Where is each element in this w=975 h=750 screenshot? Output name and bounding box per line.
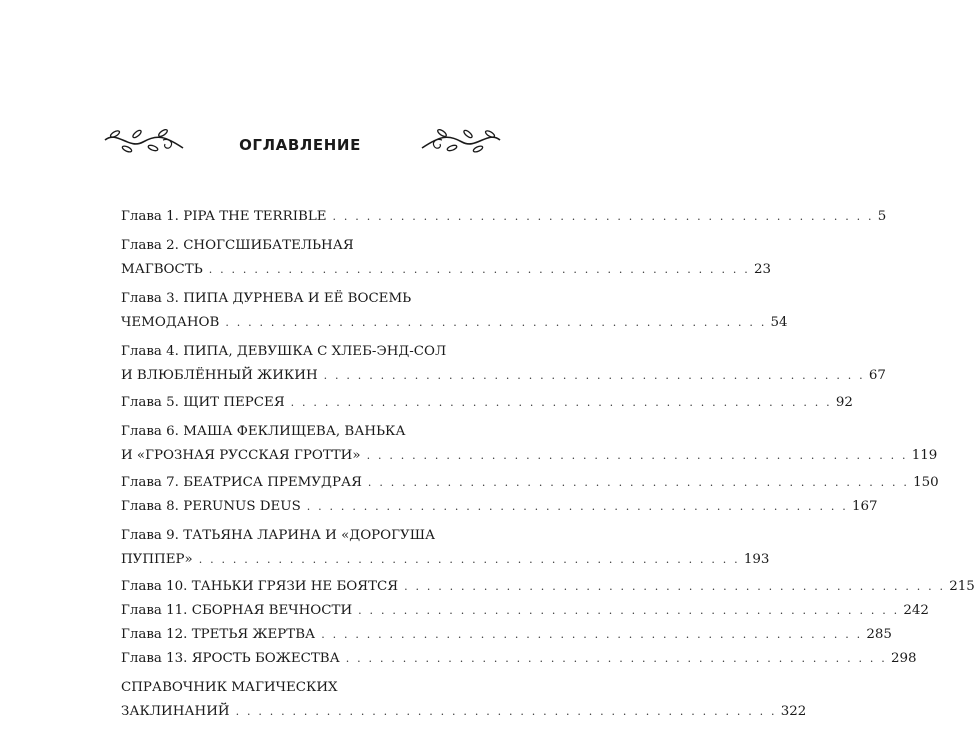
chapter-title: PIPA THE TERRIBLE [183, 209, 327, 224]
toc-entry[interactable] [121, 287, 788, 335]
toc-entry[interactable] [121, 676, 807, 724]
page-number: 298 [890, 651, 917, 666]
dot-leader: . . . . . . . . . . . . . . . . . . . . . . . . . . . . . . . . . . . . . . . . . . . . . . . . [345, 652, 887, 665]
chapter-title-continued: И «ГРОЗНАЯ РУССКАЯ ГРОТТИ» [121, 448, 361, 463]
chapter-label: Глава 4. [121, 344, 179, 359]
page-number: 150 [913, 475, 939, 490]
toc-entry[interactable] [121, 623, 892, 647]
chapter-title: БЕАТРИСА ПРЕМУДРАЯ [183, 475, 362, 490]
page-number: 167 [851, 499, 878, 514]
chapter-label: Глава 3. [121, 291, 179, 306]
page-number: 285 [866, 627, 892, 642]
chapter-label: Глава 13. [121, 651, 188, 666]
chapter-label: Глава 9. [121, 528, 179, 543]
chapter-label: Глава 6. [121, 424, 179, 439]
appendix-title-continued: ЗАКЛИНАНИЙ [121, 704, 230, 719]
chapter-title-continued: ЧЕМОДАНОВ [121, 315, 220, 330]
page-number: 119 [911, 448, 938, 463]
chapter-title-continued: И ВЛЮБЛЁННЫЙ ЖИКИН [121, 368, 318, 383]
toc-entry[interactable] [121, 340, 886, 388]
chapter-title: ТРЕТЬЯ ЖЕРТВА [191, 627, 316, 642]
toc-entry[interactable] [121, 234, 771, 282]
table-of-contents [121, 205, 975, 727]
dot-leader: . . . . . . . . . . . . . . . . . . . . . . . . . . . . . . . . . . . . . . . . . . . . . . . . [366, 449, 908, 462]
toc-entry[interactable] [121, 495, 878, 519]
chapter-title-continued: ПУППЕР» [121, 552, 193, 567]
toc-header [0, 128, 600, 164]
dot-leader: . . . . . . . . . . . . . . . . . . . . . . . . . . . . . . . . . . . . . . . . . . . . . . . . [367, 476, 910, 489]
toc-entry[interactable] [121, 647, 917, 671]
chapter-label: Глава 8. [121, 499, 179, 514]
chapter-label: Глава 12. [121, 627, 188, 642]
chapter-title: СНОГСШИБАТЕЛЬНАЯ [183, 238, 354, 253]
chapter-label: Глава 11. [121, 603, 188, 618]
toc-entry[interactable] [121, 420, 938, 468]
dot-leader: . . . . . . . . . . . . . . . . . . . . . . . . . . . . . . . . . . . . . . . . . . . . . . . . [332, 210, 874, 223]
page-number: 215 [949, 579, 975, 594]
toc-entry[interactable] [121, 391, 853, 415]
dot-leader: . . . . . . . . . . . . . . . . . . . . . . . . . . . . . . . . . . . . . . . . . . . . . . . . [321, 628, 863, 641]
chapter-label: Глава 5. [121, 395, 179, 410]
dot-leader: . . . . . . . . . . . . . . . . . . . . . . . . . . . . . . . . . . . . . . . . . . . . . . . . [323, 369, 865, 382]
page-number: 67 [868, 368, 886, 383]
page-number: 92 [835, 395, 853, 410]
toc-entry[interactable] [121, 575, 975, 599]
appendix-title: СПРАВОЧНИК МАГИЧЕСКИХ [121, 680, 338, 695]
chapter-title: ТАТЬЯНА ЛАРИНА И «ДОРОГУША [183, 528, 436, 543]
dot-leader: . . . . . . . . . . . . . . . . . . . . . . . . . . . . . . . . . . . . . . . . . . . . . . . . [235, 705, 777, 718]
chapter-label: Глава 1. [121, 209, 179, 224]
dot-leader: . . . . . . . . . . . . . . . . . . . . . . . . . . . . . . . . . . . . . . . . . . . . . . . . [225, 316, 767, 329]
chapter-title: ТАНЬКИ ГРЯЗИ НЕ БОЯТСЯ [191, 579, 399, 594]
chapter-label: Глава 10. [121, 579, 188, 594]
toc-entry[interactable] [121, 599, 929, 623]
page-number: 5 [877, 209, 887, 224]
dot-leader: . . . . . . . . . . . . . . . . . . . . . . . . . . . . . . . . . . . . . . . . . . . . . . . . [306, 500, 848, 513]
chapter-title: ПИПА ДУРНЕВА И ЕЁ ВОСЕМЬ [183, 291, 412, 306]
page-number: 54 [770, 315, 788, 330]
chapter-title-continued: МАГВОСТЬ [121, 262, 203, 277]
toc-entry[interactable] [121, 471, 939, 495]
toc-entry[interactable] [121, 205, 887, 229]
chapter-title: ЯРОСТЬ БОЖЕСТВА [191, 651, 340, 666]
dot-leader: . . . . . . . . . . . . . . . . . . . . . . . . . . . . . . . . . . . . . . . . . . . . . . . . [358, 604, 900, 617]
dot-leader: . . . . . . . . . . . . . . . . . . . . . . . . . . . . . . . . . . . . . . . . . . . . . . . . [208, 263, 750, 276]
dot-leader: . . . . . . . . . . . . . . . . . . . . . . . . . . . . . . . . . . . . . . . . . . . . . . . . [290, 396, 832, 409]
chapter-title: ПИПА, ДЕВУШКА С ХЛЕБ-ЭНД-СОЛ [183, 344, 447, 359]
page-number: 242 [903, 603, 929, 618]
dot-leader: . . . . . . . . . . . . . . . . . . . . . . . . . . . . . . . . . . . . . . . . . . . . . . . . [198, 553, 740, 566]
toc-entry[interactable] [121, 524, 770, 572]
page-number: 23 [753, 262, 771, 277]
dot-leader: . . . . . . . . . . . . . . . . . . . . . . . . . . . . . . . . . . . . . . . . . . . . . . . . [404, 580, 946, 593]
chapter-title: ЩИТ ПЕРСЕЯ [183, 395, 285, 410]
page-number: 193 [743, 552, 770, 567]
chapter-label: Глава 2. [121, 238, 179, 253]
chapter-title: СБОРНАЯ ВЕЧНОСТИ [191, 603, 353, 618]
chapter-label: Глава 7. [121, 475, 179, 490]
page-number: 322 [780, 704, 807, 719]
chapter-title: PERUNUS DEUS [183, 499, 301, 514]
vine-ornament-right-icon [420, 128, 502, 164]
page-title: ОГЛАВЛЕНИЕ [239, 136, 361, 154]
chapter-title: МАША ФЕКЛИЩЕВА, ВАНЬКА [183, 424, 406, 439]
